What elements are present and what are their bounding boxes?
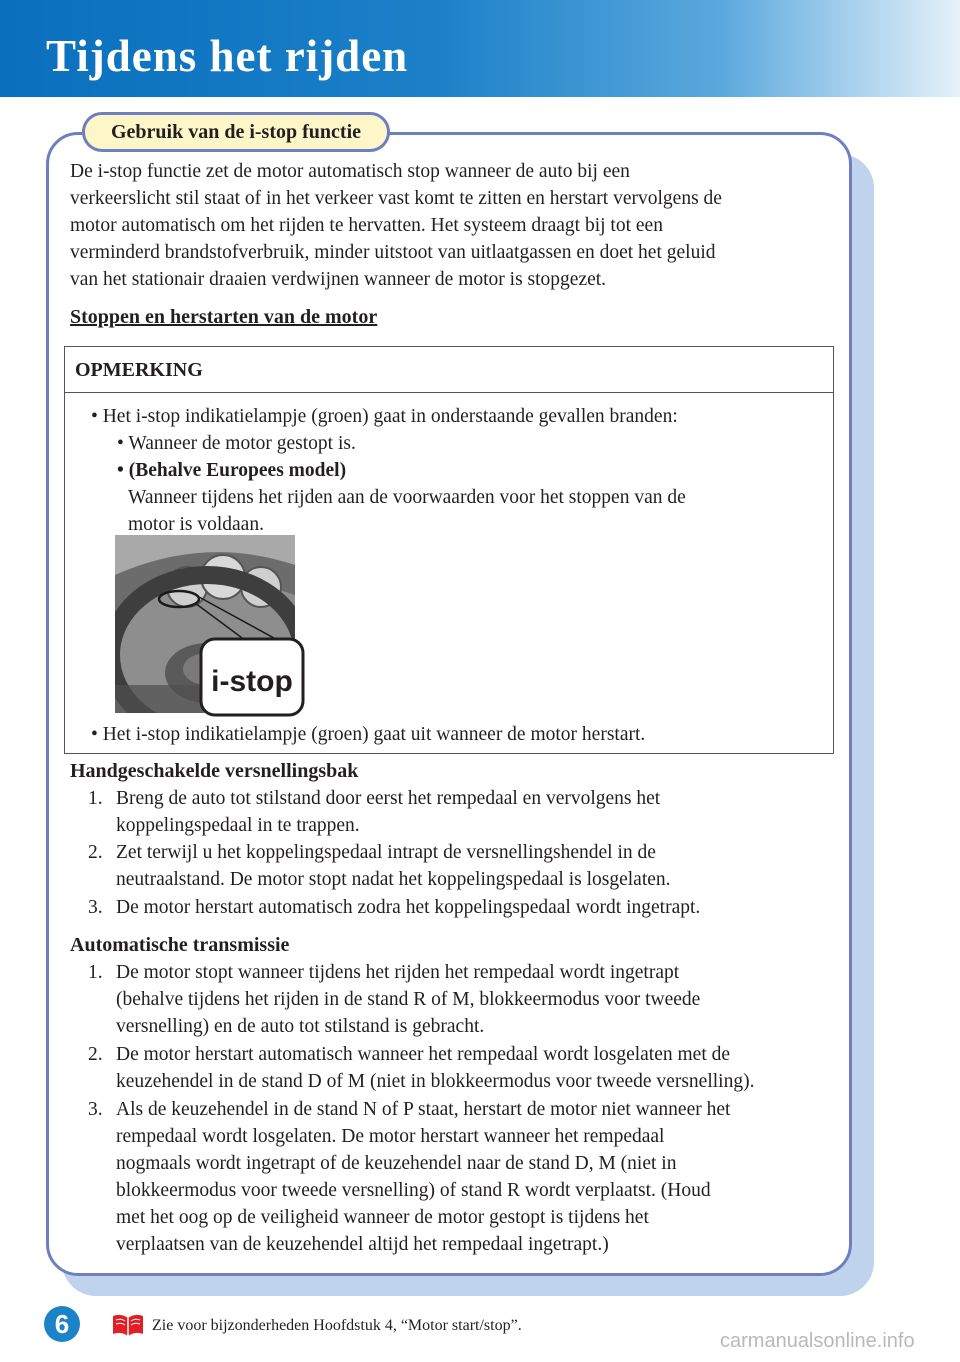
intro-line: verkeerslicht stil staat of in het verkeer vast komt te zitten en herstart vervolgens de bbox=[70, 188, 722, 209]
manual-transmission-title: Handgeschakelde versnellingsbak bbox=[70, 760, 359, 782]
page-title: Tijdens het rijden bbox=[46, 31, 409, 81]
automatic-transmission-title: Automatische transmissie bbox=[70, 934, 290, 956]
list-item: 2. Zet terwijl u het koppelingspedaal intrapt de versnellingshendel in de neutraalstand. De motor stopt nadat het koppelingspedaal is losgelaten. bbox=[88, 842, 671, 890]
intro-line: De i-stop functie zet de motor automatisch stop wanneer de auto bij een bbox=[70, 161, 630, 182]
note-line: • (Behalve Europees model) bbox=[117, 460, 347, 481]
note-line: • Wanneer de motor gestopt is. bbox=[117, 433, 356, 454]
note-line: • Het i-stop indikatielampje (groen) gaat in onderstaande gevallen branden: bbox=[91, 406, 678, 427]
note-line: Wanneer tijdens het rijden aan de voorwaarden voor het stoppen van de bbox=[128, 487, 686, 508]
subheading: Stoppen en herstarten van de motor bbox=[70, 306, 378, 328]
page-header-band bbox=[0, 0, 960, 97]
list-item: 1. Breng de auto tot stilstand door eerst het rempedaal en vervolgens het koppelingspedaal in te trappen. bbox=[88, 788, 661, 836]
note-title: OPMERKING bbox=[65, 347, 833, 393]
list-item: 3. De motor herstart automatisch zodra het koppelingspedaal wordt ingetrapt. bbox=[88, 897, 701, 918]
i-stop-callout bbox=[199, 637, 305, 717]
note-box bbox=[64, 346, 834, 754]
intro-line: verminderd brandstofverbruik, minder uitstoot van uitlaatgassen en doet het geluid bbox=[70, 242, 716, 263]
list-item: 1. De motor stopt wanneer tijdens het rijden het rempedaal wordt ingetrapt (behalve tijdens het rijden in de stand R of M, blokkeermodus voor tweede versnelling) en de auto tot stilstand is gebracht. bbox=[88, 962, 701, 1037]
intro-line: motor automatisch om het rijden te hervatten. Het systeem draagt bij tot een bbox=[70, 215, 663, 236]
list-item: 2. De motor herstart automatisch wanneer het rempedaal wordt losgelaten met de keuzehendel in de stand D of M (niet in blokkeermodus voor tweede versnelling). bbox=[88, 1044, 755, 1092]
intro-line: van het stationair draaien verdwijnen wanneer de motor is stopgezet. bbox=[70, 269, 607, 290]
page-number: 6 bbox=[44, 1306, 80, 1342]
list-item: 3. Als de keuzehendel in de stand N of P staat, herstart de motor niet wanneer het rempedaal wordt losgelaten. De motor herstart wanneer het rempedaal nogmaals wordt ingetrapt of de keuzehendel naar de stand D, M (niet in blokkeermodus voor tweede versnelling) of stand R wordt verplaatst. (Houd met het oog op de veiligheid wanneer de motor gestopt is tijdens het verplaatsen van de keuzehendel altijd het rempedaal ingetrapt.) bbox=[88, 1099, 731, 1255]
note-line: motor is voldaan. bbox=[128, 514, 264, 535]
book-icon bbox=[112, 1313, 144, 1337]
watermark: carmanualsonline.info bbox=[720, 1330, 915, 1352]
footer-reference: Zie voor bijzonderheden Hoofdstuk 4, “Motor start/stop”. bbox=[152, 1317, 522, 1334]
note-line: • Het i-stop indikatielampje (groen) gaat uit wanneer de motor herstart. bbox=[91, 724, 646, 745]
i-stop-label: i-stop bbox=[211, 665, 293, 698]
intro-paragraph bbox=[70, 158, 840, 293]
section-tab: Gebruik van de i-stop functie bbox=[82, 112, 390, 152]
